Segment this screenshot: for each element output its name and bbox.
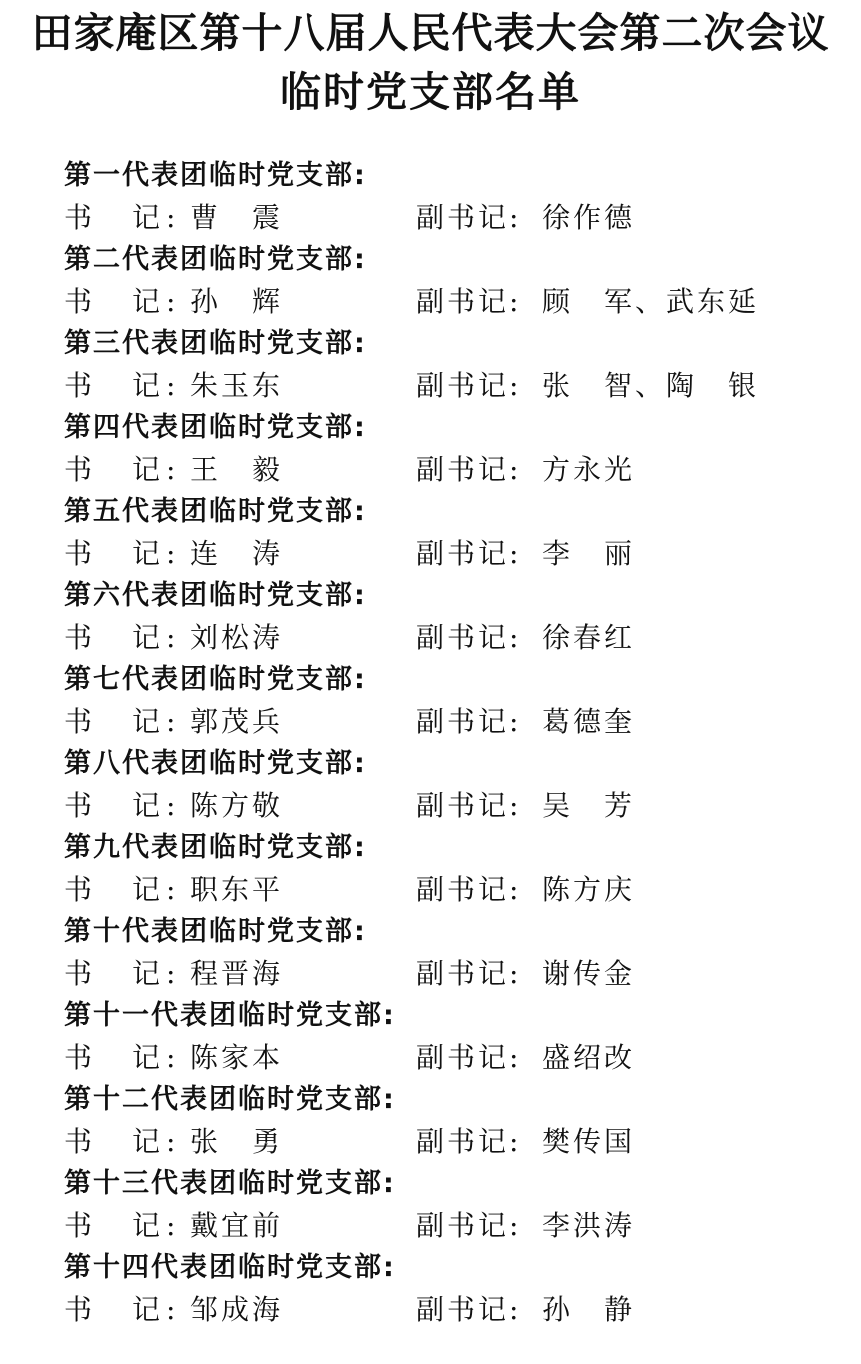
secretary-name: 戴宜前 xyxy=(190,1209,284,1242)
branch-heading: 第十四代表团临时党支部: xyxy=(64,1252,396,1283)
secretary-name: 郭茂兵 xyxy=(190,705,284,738)
branch-entry xyxy=(0,664,861,748)
deputy-secretary-name: 谢传金 xyxy=(542,957,636,990)
secretary-label: 书 记: xyxy=(64,201,182,234)
secretary-name: 职东平 xyxy=(190,873,284,906)
deputy-secretary-label: 副书记: xyxy=(416,873,522,906)
deputy-secretary-label: 副书记: xyxy=(416,537,522,570)
branch-heading: 第十三代表团临时党支部: xyxy=(64,1168,396,1199)
branch-heading: 第六代表团临时党支部: xyxy=(64,580,367,611)
secretary-label: 书 记: xyxy=(64,369,182,402)
branch-entry xyxy=(0,412,861,496)
secretary-label: 书 记: xyxy=(64,873,182,906)
branch-entry xyxy=(0,1168,861,1252)
officer-line xyxy=(0,452,861,488)
deputy-secretary-label: 副书记: xyxy=(416,957,522,990)
branch-entry xyxy=(0,244,861,328)
secretary-label: 书 记: xyxy=(64,1041,182,1074)
officer-line xyxy=(0,788,861,824)
officer-line xyxy=(0,620,861,656)
branch-entry xyxy=(0,1000,861,1084)
deputy-secretary-name: 徐春红 xyxy=(542,621,636,654)
secretary-label: 书 记: xyxy=(64,789,182,822)
deputy-secretary-name: 徐作德 xyxy=(542,201,636,234)
branch-heading: 第八代表团临时党支部: xyxy=(64,748,367,779)
deputy-secretary-label: 副书记: xyxy=(416,1125,522,1158)
secretary-name: 陈方敬 xyxy=(190,789,284,822)
deputy-secretary-label: 副书记: xyxy=(416,705,522,738)
deputy-secretary-name: 葛德奎 xyxy=(542,705,636,738)
branch-heading: 第十二代表团临时党支部: xyxy=(64,1084,396,1115)
deputy-secretary-name: 方永光 xyxy=(542,453,636,486)
branch-entry xyxy=(0,160,861,244)
deputy-secretary-label: 副书记: xyxy=(416,285,522,318)
officer-line xyxy=(0,1040,861,1076)
deputy-secretary-name: 李 丽 xyxy=(542,537,636,570)
secretary-label: 书 记: xyxy=(64,705,182,738)
deputy-secretary-label: 副书记: xyxy=(416,369,522,402)
branch-heading: 第一代表团临时党支部: xyxy=(64,160,367,191)
officer-line xyxy=(0,872,861,908)
secretary-name: 朱玉东 xyxy=(190,369,284,402)
branch-heading: 第七代表团临时党支部: xyxy=(64,664,367,695)
title-line-1: 田家庵区第十八届人民代表大会第二次会议 xyxy=(31,9,830,57)
secretary-name: 孙 辉 xyxy=(190,285,284,318)
deputy-secretary-label: 副书记: xyxy=(416,201,522,234)
secretary-label: 书 记: xyxy=(64,285,182,318)
deputy-secretary-label: 副书记: xyxy=(416,1209,522,1242)
deputy-secretary-label: 副书记: xyxy=(416,789,522,822)
secretary-name: 程晋海 xyxy=(190,957,284,990)
deputy-secretary-label: 副书记: xyxy=(416,1293,522,1326)
officer-line xyxy=(0,536,861,572)
officer-line xyxy=(0,284,861,320)
deputy-secretary-name: 吴 芳 xyxy=(542,789,636,822)
branch-heading: 第九代表团临时党支部: xyxy=(64,832,367,863)
officer-line xyxy=(0,200,861,236)
secretary-name: 刘松涛 xyxy=(190,621,284,654)
officer-line xyxy=(0,1292,861,1328)
branch-heading: 第四代表团临时党支部: xyxy=(64,412,367,443)
branch-entry xyxy=(0,580,861,664)
deputy-secretary-name: 顾 军、武东延 xyxy=(542,285,760,318)
deputy-secretary-name: 李洪涛 xyxy=(542,1209,636,1242)
deputy-secretary-name: 陈方庆 xyxy=(542,873,636,906)
deputy-secretary-label: 副书记: xyxy=(416,1041,522,1074)
branch-entry xyxy=(0,916,861,1000)
branch-heading: 第十一代表团临时党支部: xyxy=(64,1000,396,1031)
secretary-name: 曹 震 xyxy=(190,201,284,234)
deputy-secretary-name: 孙 静 xyxy=(542,1293,636,1326)
branch-entry xyxy=(0,328,861,412)
branch-heading: 第十代表团临时党支部: xyxy=(64,916,367,947)
branch-entry xyxy=(0,832,861,916)
secretary-label: 书 记: xyxy=(64,1209,182,1242)
officer-line xyxy=(0,1208,861,1244)
secretary-label: 书 记: xyxy=(64,621,182,654)
branch-heading: 第五代表团临时党支部: xyxy=(64,496,367,527)
deputy-secretary-label: 副书记: xyxy=(416,453,522,486)
secretary-name: 王 毅 xyxy=(190,453,284,486)
branch-entry xyxy=(0,1084,861,1168)
secretary-label: 书 记: xyxy=(64,1293,182,1326)
branch-entry xyxy=(0,496,861,580)
secretary-label: 书 记: xyxy=(64,453,182,486)
deputy-secretary-name: 樊传国 xyxy=(542,1125,636,1158)
secretary-label: 书 记: xyxy=(64,1125,182,1158)
branch-heading: 第二代表团临时党支部: xyxy=(64,244,367,275)
title-line-2: 临时党支部名单 xyxy=(280,68,581,116)
officer-line xyxy=(0,1124,861,1160)
secretary-name: 张 勇 xyxy=(190,1125,284,1158)
secretary-name: 陈家本 xyxy=(190,1041,284,1074)
branch-heading: 第三代表团临时党支部: xyxy=(64,328,367,359)
deputy-secretary-name: 张 智、陶 银 xyxy=(542,369,760,402)
officer-line xyxy=(0,956,861,992)
secretary-name: 连 涛 xyxy=(190,537,284,570)
secretary-name: 邹成海 xyxy=(190,1293,284,1326)
secretary-label: 书 记: xyxy=(64,537,182,570)
branch-entry xyxy=(0,1252,861,1336)
officer-line xyxy=(0,704,861,740)
officer-line xyxy=(0,368,861,404)
deputy-secretary-name: 盛绍改 xyxy=(542,1041,636,1074)
secretary-label: 书 记: xyxy=(64,957,182,990)
deputy-secretary-label: 副书记: xyxy=(416,621,522,654)
branch-entry xyxy=(0,748,861,832)
